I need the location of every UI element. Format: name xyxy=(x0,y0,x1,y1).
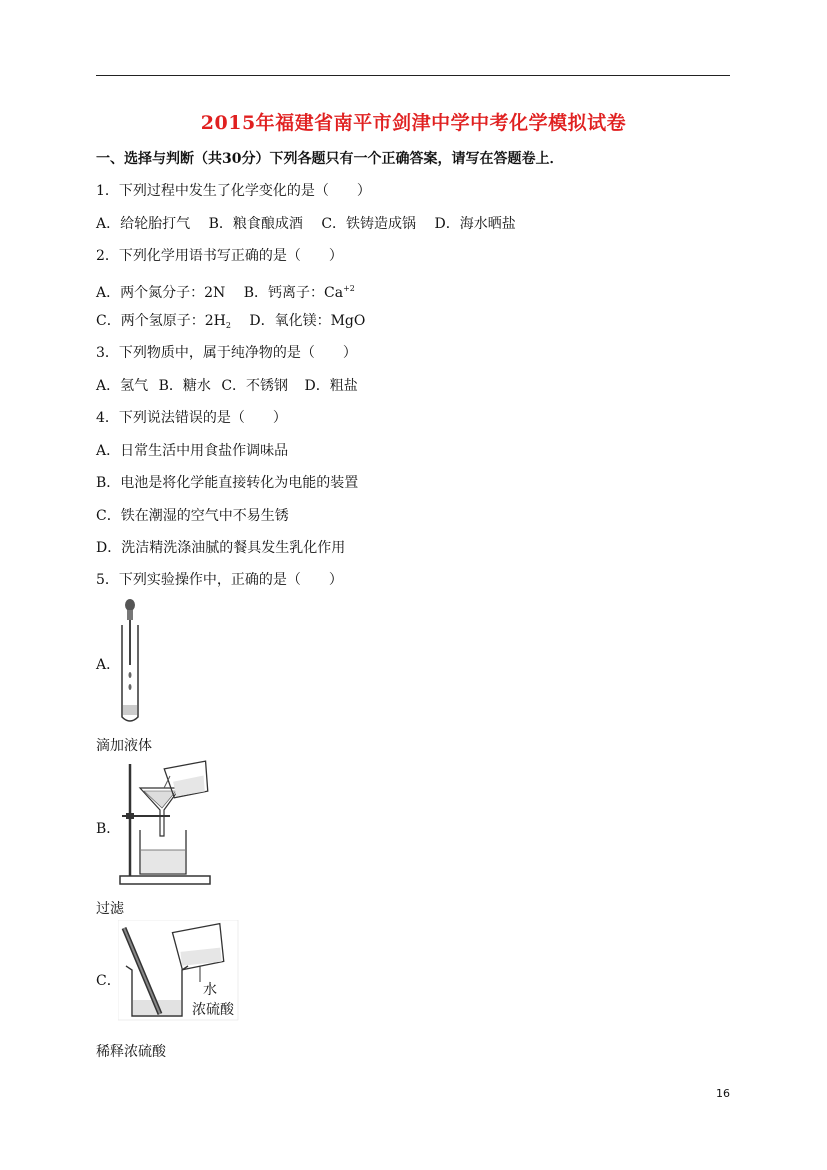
page-title: 2015年福建省南平市剑津中学中考化学模拟试卷 xyxy=(200,112,627,134)
q1-option-c: C．铁铸造成锅 xyxy=(321,216,417,232)
question-2-options-cd xyxy=(96,312,365,335)
question-3-stem: 3．下列物质中，属于纯净物的是（ ） xyxy=(96,345,357,361)
filtration-apparatus-figure xyxy=(118,758,214,886)
q2-option-c-subscript: 2 xyxy=(225,321,231,330)
q2-option-b-charge: +2 xyxy=(343,284,355,293)
q3-option-c: C．不锈钢 xyxy=(221,378,289,394)
q5-option-a-label: A． xyxy=(96,657,121,673)
question-1-options xyxy=(96,215,530,233)
page-number: 16 xyxy=(716,1087,730,1100)
q1-option-b: B．粮食酿成酒 xyxy=(208,216,303,232)
q5-option-b-label: B． xyxy=(96,821,121,837)
q5-option-c-label: C． xyxy=(96,973,121,989)
q4-option-d: D．洗洁精洗涤油腻的餐具发生乳化作用 xyxy=(96,540,346,556)
q2-option-c-text: C．两个氢原子：2H xyxy=(96,313,226,329)
q3-option-a: A．氢气 xyxy=(96,378,149,394)
q2-option-d: D．氧化镁：MgO xyxy=(249,313,366,329)
q4-option-c: C．铁在潮湿的空气中不易生锈 xyxy=(96,508,289,524)
question-2-stem: 2．下列化学用语书写正确的是（ ） xyxy=(96,248,343,264)
header-rule xyxy=(96,75,730,76)
question-5-stem: 5．下列实验操作中，正确的是（ ） xyxy=(96,572,343,588)
q1-option-a: A．给轮胎打气 xyxy=(96,216,191,232)
question-3-options xyxy=(96,377,358,395)
q1-option-d: D．海水晒盐 xyxy=(434,216,516,232)
water-label: 水 xyxy=(203,982,217,998)
q3-option-d: D．粗盐 xyxy=(304,378,358,394)
q5-option-c-caption: 稀释浓硫酸 xyxy=(96,1044,166,1060)
dropper-in-test-tube-figure xyxy=(116,597,146,727)
q2-option-a: A．两个氮分子：2N xyxy=(96,285,226,301)
q2-option-c xyxy=(96,313,231,329)
q2-option-b-text: B．钙离子：Ca xyxy=(243,285,344,301)
concentrated-acid-label: 浓硫酸 xyxy=(192,1002,234,1018)
question-2-options-ab xyxy=(96,280,355,302)
section-heading: 一、选择与判断（共30分）下列各题只有一个正确答案，请写在答题卷上． xyxy=(96,151,564,167)
question-1-stem: 1．下列过程中发生了化学变化的是（ ） xyxy=(96,183,371,199)
q5-option-b-caption: 过滤 xyxy=(96,901,124,917)
q4-option-a: A．日常生活中用食盐作调味品 xyxy=(96,443,289,459)
q3-option-b: B．糖水 xyxy=(158,378,211,394)
q2-option-b xyxy=(244,285,355,301)
question-4-stem: 4．下列说法错误的是（ ） xyxy=(96,410,287,426)
q4-option-b: B．电池是将化学能直接转化为电能的装置 xyxy=(96,475,359,491)
q5-option-a-caption: 滴加液体 xyxy=(96,738,152,754)
